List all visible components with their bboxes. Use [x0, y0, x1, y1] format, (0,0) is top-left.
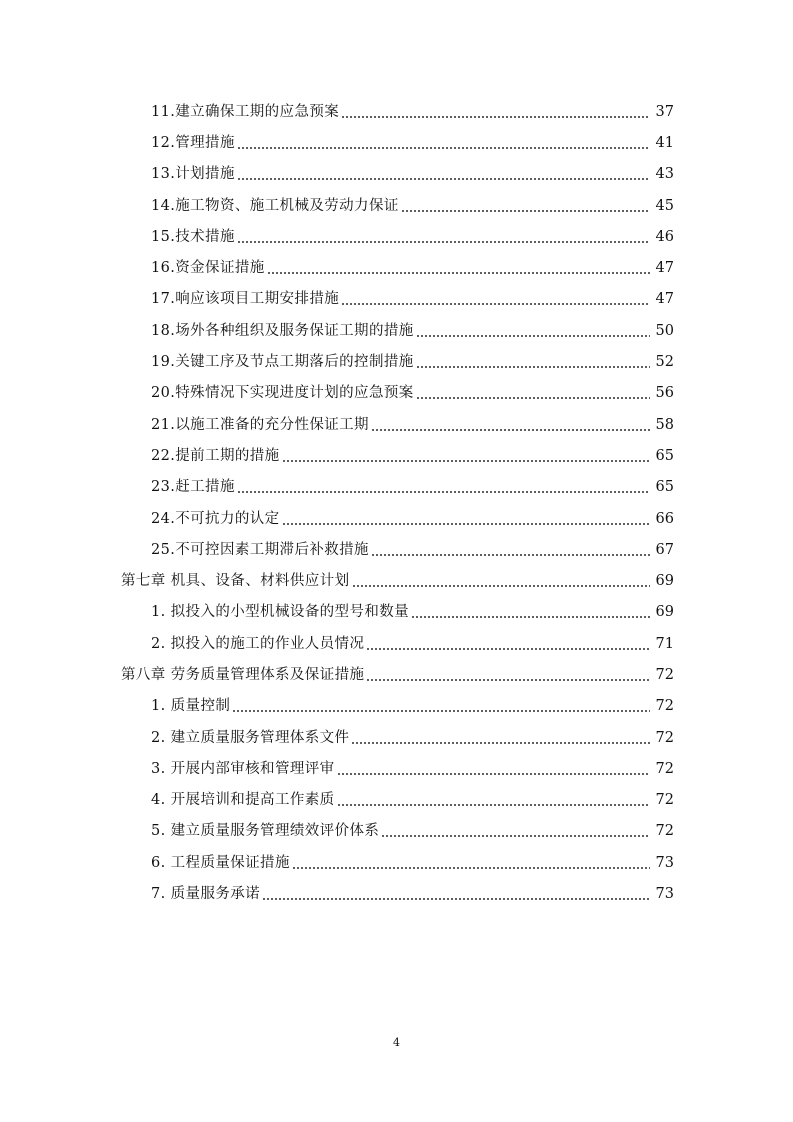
toc-section-entry[interactable]: [0, 691, 793, 722]
toc-entry-page: 72: [655, 823, 674, 840]
toc-entry-title: 23.赶工措施: [151, 479, 235, 496]
toc-entry-title: 第八章 劳务质量管理体系及保证措施: [121, 666, 365, 683]
toc-dot-leader: [237, 227, 650, 247]
toc-section-entry[interactable]: [0, 378, 793, 409]
toc-dot-leader: [352, 571, 650, 591]
toc-entry-title: 12.管理措施: [151, 134, 235, 151]
toc-section-entry[interactable]: [0, 597, 793, 628]
toc-section-entry[interactable]: [0, 472, 793, 503]
toc-section-entry[interactable]: [0, 878, 793, 909]
toc-section-entry[interactable]: [0, 503, 793, 534]
toc-dot-leader: [366, 665, 650, 685]
toc-section-entry[interactable]: [0, 816, 793, 847]
toc-dot-leader: [381, 821, 650, 841]
toc-dot-leader: [237, 164, 650, 184]
toc-entry-page: 56: [655, 385, 674, 402]
toc-dot-leader: [341, 289, 650, 309]
toc-section-entry[interactable]: [0, 409, 793, 440]
toc-entry-page: 72: [655, 666, 674, 683]
toc-dot-leader: [282, 446, 650, 466]
toc-entry-title: 13.计划措施: [151, 166, 235, 183]
toc-dot-leader: [371, 540, 650, 560]
toc-dot-leader: [416, 383, 650, 403]
toc-section-entry[interactable]: [0, 346, 793, 377]
toc-entry-page: 66: [655, 510, 674, 527]
toc-section-entry[interactable]: [0, 221, 793, 252]
toc-dot-leader: [416, 352, 650, 372]
toc-entry-title: 14.施工物资、施工机械及劳动力保证: [151, 197, 399, 214]
toc-dot-leader: [232, 696, 650, 716]
toc-chapter-entry[interactable]: [0, 659, 793, 690]
toc-section-entry[interactable]: [0, 440, 793, 471]
toc-entry-title: 11.建立确保工期的应急预案: [151, 103, 340, 120]
toc-entry-page: 47: [655, 260, 674, 277]
toc-entry-title: 17.响应该项目工期安排措施: [151, 291, 340, 308]
toc-section-entry[interactable]: [0, 628, 793, 659]
toc-entry-title: 1. 质量控制: [151, 698, 231, 715]
toc-entry-page: 72: [655, 760, 674, 777]
toc-entry-title: 22.提前工期的措施: [151, 447, 280, 464]
toc-entry-title: 21.以施工准备的充分性保证工期: [151, 416, 369, 433]
toc-entry-title: 24.不可抗力的认定: [151, 510, 280, 527]
toc-dot-leader: [371, 415, 650, 435]
toc-entry-page: 46: [655, 228, 674, 245]
table-of-contents: [0, 96, 793, 910]
toc-entry-title: 2. 拟投入的施工的作业人员情况: [151, 635, 365, 652]
toc-entry-title: 3. 开展内部审核和管理评审: [151, 760, 335, 777]
toc-section-entry[interactable]: [0, 127, 793, 158]
toc-entry-page: 58: [655, 416, 674, 433]
toc-entry-title: 15.技术措施: [151, 228, 235, 245]
toc-entry-title: 第七章 机具、设备、材料供应计划: [121, 573, 350, 590]
toc-entry-page: 69: [655, 573, 674, 590]
toc-entry-page: 72: [655, 792, 674, 809]
toc-dot-leader: [416, 321, 650, 341]
toc-dot-leader: [411, 602, 650, 622]
toc-dot-leader: [267, 258, 650, 278]
toc-entry-page: 72: [655, 698, 674, 715]
toc-entry-title: 25.不可控因素工期滞后补救措施: [151, 541, 369, 558]
toc-dot-leader: [337, 759, 650, 779]
toc-entry-title: 7. 质量服务承诺: [151, 886, 261, 903]
toc-entry-title: 19.关键工序及节点工期落后的控制措施: [151, 354, 414, 371]
toc-entry-page: 47: [655, 291, 674, 308]
toc-dot-leader: [351, 728, 650, 748]
toc-dot-leader: [401, 196, 650, 216]
toc-dot-leader: [341, 102, 650, 122]
toc-dot-leader: [292, 853, 650, 873]
toc-entry-page: 71: [655, 635, 674, 652]
toc-section-entry[interactable]: [0, 190, 793, 221]
toc-entry-title: 6. 工程质量保证措施: [151, 854, 290, 871]
toc-dot-leader: [237, 477, 650, 497]
toc-section-entry[interactable]: [0, 96, 793, 127]
toc-entry-title: 4. 开展培训和提高工作素质: [151, 792, 335, 809]
toc-entry-page: 41: [655, 134, 674, 151]
toc-entry-title: 1. 拟投入的小型机械设备的型号和数量: [151, 604, 410, 621]
toc-dot-leader: [262, 884, 650, 904]
toc-section-entry[interactable]: [0, 284, 793, 315]
toc-entry-page: 65: [655, 447, 674, 464]
toc-entry-page: 52: [655, 354, 674, 371]
toc-entry-page: 65: [655, 479, 674, 496]
toc-section-entry[interactable]: [0, 534, 793, 565]
toc-entry-page: 69: [655, 604, 674, 621]
toc-entry-page: 37: [655, 103, 674, 120]
toc-entry-page: 73: [655, 854, 674, 871]
toc-dot-leader: [237, 133, 650, 153]
toc-dot-leader: [337, 790, 650, 810]
toc-section-entry[interactable]: [0, 753, 793, 784]
toc-entry-page: 72: [655, 729, 674, 746]
page-number: 4: [393, 1036, 400, 1049]
toc-entry-page: 67: [655, 541, 674, 558]
toc-section-entry[interactable]: [0, 315, 793, 346]
toc-entry-title: 20.特殊情况下实现进度计划的应急预案: [151, 385, 414, 402]
toc-section-entry[interactable]: [0, 847, 793, 878]
toc-entry-page: 73: [655, 886, 674, 903]
toc-entry-page: 50: [655, 322, 674, 339]
toc-section-entry[interactable]: [0, 159, 793, 190]
toc-section-entry[interactable]: [0, 252, 793, 283]
toc-entry-page: 43: [655, 166, 674, 183]
toc-entry-title: 16.资金保证措施: [151, 260, 265, 277]
toc-entry-title: 5. 建立质量服务管理绩效评价体系: [151, 823, 380, 840]
toc-entry-title: 2. 建立质量服务管理体系文件: [151, 729, 350, 746]
toc-section-entry[interactable]: [0, 785, 793, 816]
toc-entry-page: 45: [655, 197, 674, 214]
toc-chapter-entry[interactable]: [0, 565, 793, 596]
toc-entry-title: 18.场外各种组织及服务保证工期的措施: [151, 322, 414, 339]
toc-dot-leader: [366, 634, 650, 654]
toc-section-entry[interactable]: [0, 722, 793, 753]
toc-dot-leader: [282, 509, 650, 529]
